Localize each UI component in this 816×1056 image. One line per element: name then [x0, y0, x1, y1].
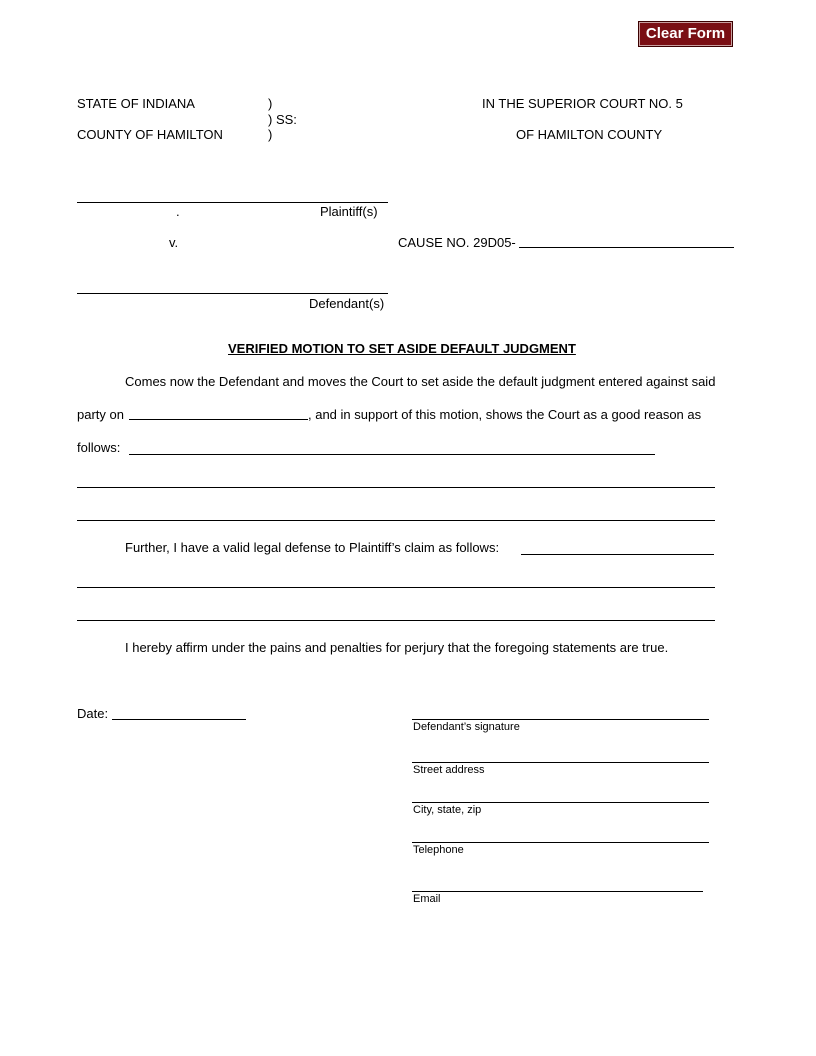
caption-paren: ) [268, 127, 273, 142]
motion-text-line1: Comes now the Defendant and moves the Court to set aside the default judgment entered against said [125, 374, 716, 389]
cause-number-label: CAUSE NO. 29D05- [398, 235, 516, 250]
state-label: STATE OF INDIANA [77, 96, 195, 111]
county-label: COUNTY OF HAMILTON [77, 127, 223, 142]
date-label: Date: [77, 706, 109, 721]
defense-text: Further, I have a valid legal defense to Plaintiff’s claim as follows: [125, 540, 500, 555]
reason-field-line2[interactable] [77, 487, 715, 488]
date-field[interactable] [112, 719, 246, 720]
street-address-field[interactable] [412, 762, 709, 763]
motion-text-line2: , and in support of this motion, shows the Court as a good reason as [308, 407, 702, 422]
plaintiff-dot: . [176, 204, 180, 219]
affirmation-text: I hereby affirm under the pains and penalties for perjury that the foregoing statements are true. [125, 640, 669, 655]
court-label: IN THE SUPERIOR COURT NO. 5 [482, 96, 683, 111]
defendant-signature-field[interactable] [412, 719, 709, 720]
reason-field-line1[interactable] [129, 454, 655, 455]
document-title: VERIFIED MOTION TO SET ASIDE DEFAULT JUDGMENT [228, 341, 576, 356]
plaintiff-label: Plaintiff(s) [320, 204, 378, 219]
telephone-field[interactable] [412, 842, 709, 843]
defense-field-line3[interactable] [77, 620, 715, 621]
street-address-label: Street address [413, 764, 485, 776]
defendant-label: Defendant(s) [309, 296, 385, 311]
email-field[interactable] [412, 891, 703, 892]
ss-label: ) SS: [268, 112, 297, 127]
city-state-zip-label: City, state, zip [413, 804, 482, 816]
defendant-signature-label: Defendant’s signature [413, 721, 520, 733]
party-on-label: party on [77, 407, 124, 422]
email-label: Email [413, 893, 441, 905]
clear-form-button[interactable]: Clear Form [638, 21, 733, 47]
plaintiff-name-field[interactable] [77, 202, 388, 203]
versus-label: v. [169, 235, 179, 250]
reason-field-line3[interactable] [77, 520, 715, 521]
court-county-label: OF HAMILTON COUNTY [516, 127, 663, 142]
defense-field-line2[interactable] [77, 587, 715, 588]
caption-paren: ) [268, 96, 273, 111]
defendant-name-field[interactable] [77, 293, 388, 294]
cause-number-field[interactable] [519, 247, 734, 248]
follows-label: follows: [77, 440, 121, 455]
judgment-date-field[interactable] [129, 419, 308, 420]
city-state-zip-field[interactable] [412, 802, 709, 803]
telephone-label: Telephone [413, 844, 464, 856]
defense-field-line1[interactable] [521, 554, 714, 555]
